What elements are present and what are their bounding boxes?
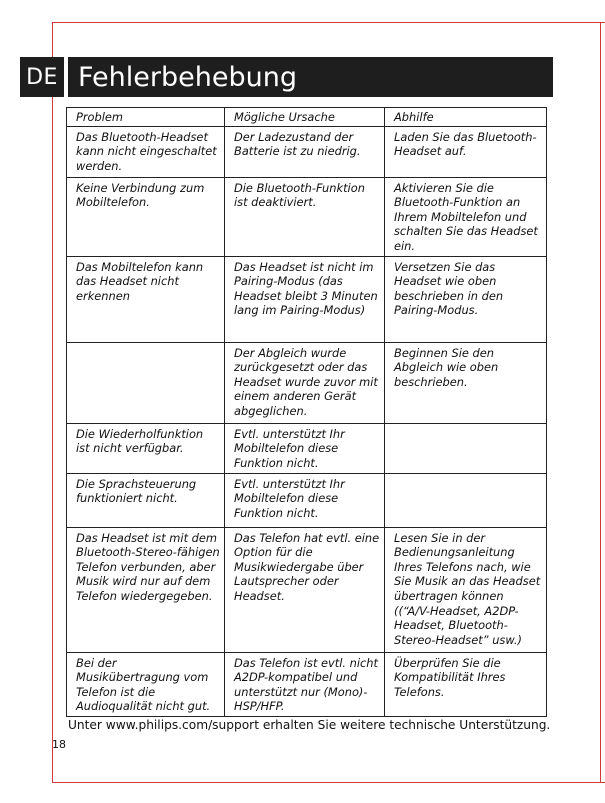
table-row (67, 527, 547, 652)
page-title: Fehlerbehebung (78, 61, 297, 93)
cell-cause: Evtl. unterstützt Ihr Mobiltelefon diese Funktion nicht. (225, 473, 385, 527)
page-border-top (52, 22, 605, 23)
column-header-cause: Mögliche Ursache (225, 108, 385, 127)
cell-remedy (385, 473, 547, 527)
page-border-bottom (52, 782, 605, 783)
page-border-left (52, 22, 53, 782)
cell-problem (67, 342, 225, 423)
cell-cause: Das Telefon ist evtl. nicht A2DP-kompatibel und unterstützt nur (Mono)-HSP/HFP. (225, 652, 385, 716)
page-border-right (600, 22, 601, 782)
cell-problem: Keine Verbindung zum Mobiltelefon. (67, 177, 225, 256)
cell-cause: Das Headset ist nicht im Pairing-Modus (das Headset bleibt 3 Minuten lang im Pairing-Modus) (225, 256, 385, 342)
table-row (67, 652, 547, 716)
table-row (67, 177, 547, 256)
cell-problem: Das Mobiltelefon kann das Headset nicht erkennen (67, 256, 225, 342)
page-number: 18 (52, 738, 66, 751)
cell-remedy: Aktivieren Sie die Bluetooth-Funktion an Ihrem Mobiltelefon und schalten Sie das Headset ein. (385, 177, 547, 256)
table-row (67, 342, 547, 423)
cell-problem: Die Wiederholfunktion ist nicht verfügbar. (67, 423, 225, 473)
cell-remedy: Überprüfen Sie die Kompatibilität Ihres Telefons. (385, 652, 547, 716)
column-header-remedy: Abhilfe (385, 108, 547, 127)
cell-cause: Die Bluetooth-Funktion ist deaktiviert. (225, 177, 385, 256)
cell-problem: Das Bluetooth-Headset kann nicht eingeschaltet werden. (67, 126, 225, 177)
table-row (67, 473, 547, 527)
support-note: Unter www.philips.com/support erhalten Sie weitere technische Unterstützung. (68, 718, 551, 732)
table-row (67, 423, 547, 473)
cell-remedy: Beginnen Sie den Abgleich wie oben beschrieben. (385, 342, 547, 423)
language-badge: DE (20, 57, 64, 97)
troubleshooting-table (66, 107, 547, 717)
table-row (67, 126, 547, 177)
cell-cause: Das Telefon hat evtl. eine Option für die Musikwiedergabe über Lautsprecher oder Headset. (225, 527, 385, 652)
column-header-problem: Problem (67, 108, 225, 127)
cell-cause: Der Abgleich wurde zurückgesetzt oder das Headset wurde zuvor mit einem anderen Gerät abgeglichen. (225, 342, 385, 423)
table-header-row (67, 108, 547, 127)
page-title-bar (68, 57, 553, 97)
cell-cause: Der Ladezustand der Batterie ist zu niedrig. (225, 126, 385, 177)
cell-remedy: Versetzen Sie das Headset wie oben beschrieben in den Pairing-Modus. (385, 256, 547, 342)
cell-problem: Bei der Musikübertragung vom Telefon ist die Audioqualität nicht gut. (67, 652, 225, 716)
cell-remedy: Laden Sie das Bluetooth-Headset auf. (385, 126, 547, 177)
cell-remedy: Lesen Sie in der Bedienungsanleitung Ihres Telefons nach, wie Sie Musik an das Headset übertragen können ((“A/V-Headset, A2DP-Headset, Bluetooth-Stereo-Headset” usw.) (385, 527, 547, 652)
cell-cause: Evtl. unterstützt Ihr Mobiltelefon diese Funktion nicht. (225, 423, 385, 473)
cell-problem: Die Sprachsteuerung funktioniert nicht. (67, 473, 225, 527)
table-row (67, 256, 547, 342)
cell-remedy (385, 423, 547, 473)
cell-problem: Das Headset ist mit dem Bluetooth-Stereo-fähigen Telefon verbunden, aber Musik wird nur auf dem Telefon wiedergegeben. (67, 527, 225, 652)
